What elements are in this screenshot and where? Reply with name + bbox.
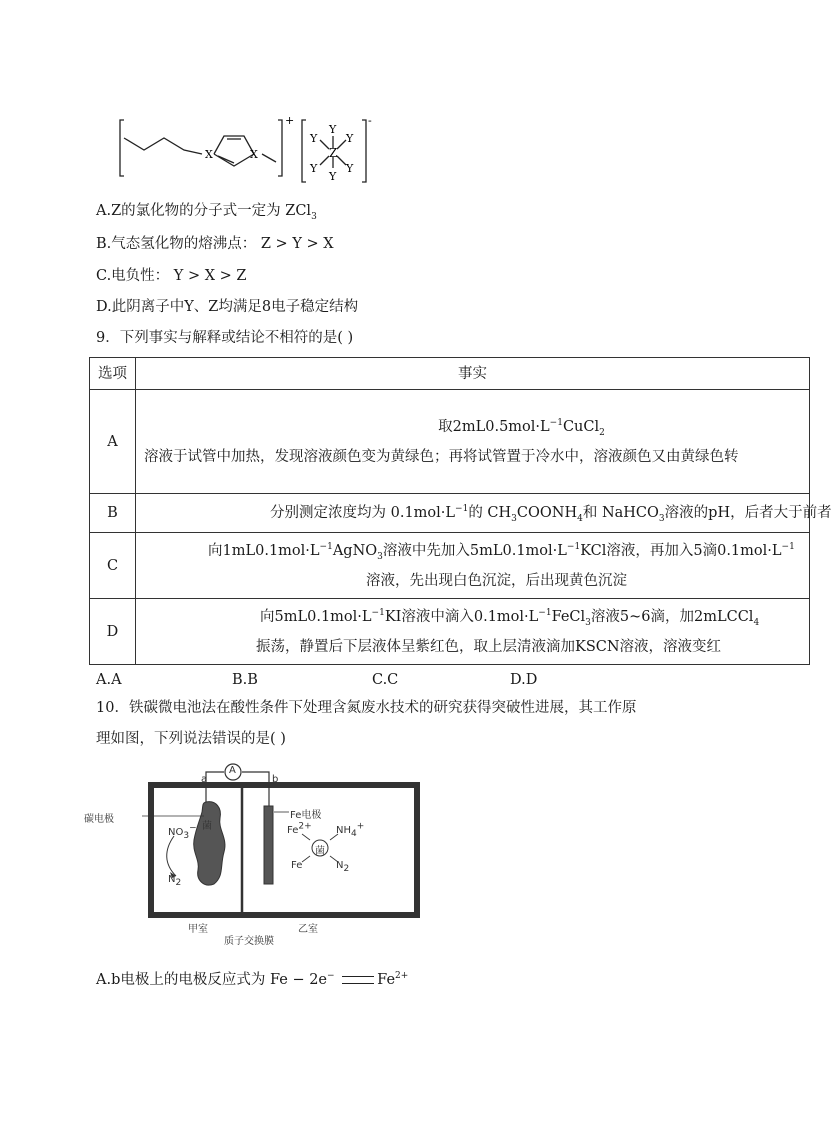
q9-stem: 9．下列事实与解释或结论不相符的是( ) [96, 330, 354, 346]
terminal-b-label: b [272, 774, 279, 785]
anion-z-center: Z [329, 146, 338, 160]
table-header-row [90, 358, 810, 390]
terminal-a-label: a [201, 774, 208, 785]
q8-option-b[interactable]: B.气态氢化物的熔沸点： Z > Y > X [96, 236, 334, 252]
q9-options [96, 670, 696, 690]
table-row [90, 390, 810, 494]
header-fact: 事实 [136, 358, 810, 390]
bacteria-right-label: 菌 [315, 846, 325, 857]
table-row [90, 494, 810, 533]
anion-y-lower-left: Y [310, 162, 318, 175]
q10-stem-line2: 理如图，下列说法错误的是( ) [96, 731, 286, 747]
ionic-structure-figure [110, 110, 380, 190]
ring-x-left: X [205, 148, 213, 161]
anion-y-top: Y [329, 123, 337, 136]
row-label-b: B [90, 494, 136, 533]
row-label-a: A [90, 390, 136, 494]
fe-electrode-label: Fe电极 [290, 810, 322, 821]
bacteria-left-label: 菌 [202, 821, 212, 832]
equals-arrow [342, 976, 374, 984]
n2-left-label: $N_2$ [168, 874, 182, 888]
anion-y-bottom: Y [329, 170, 337, 183]
table-row [90, 599, 810, 665]
header-option: 选项 [90, 358, 136, 390]
q9-option-d[interactable]: D.D [510, 672, 538, 688]
cation-charge: + [285, 114, 295, 127]
q10-stem-line1: 10．铁碳微电池法在酸性条件下处理含氮废水技术的研究获得突破性进展，其工作原 [96, 700, 637, 716]
reaction-equation: Fe − 2e− $Fe^{2+}$ [269, 971, 409, 988]
chamber-b-label: 乙室 [298, 924, 318, 935]
q8-option-c[interactable]: C.电负性： Y > X > Z [96, 268, 247, 284]
fe2-label: $Fe^{2+}$ [287, 821, 312, 836]
nh4-label: $NH_4^+$ [336, 821, 365, 839]
no3-label: $NO_3^-$ [168, 823, 197, 841]
row-fact-a: 取$2mL0.5mol\cdot L^{-1}CuCl_2$ 溶液于试管中加热，发现溶液颜色变为黄绿色；再将试管置于冷水中，溶液颜色又由黄绿色转 [136, 390, 810, 494]
row-fact-c: 向$1mL0.1mol\cdot L^{-1}AgNO_3$溶液中先加入$5mL0.1mol\cdot L^{-1}KCl$溶液，再加入5滴$0.1mol\cdot L^{-1}$ 溶液，先出现白色沉淀，后出现黄色沉淀 [136, 533, 810, 599]
q8-option-d[interactable]: D.此阴离子中Y、Z均满足8电子稳定结构 [96, 299, 359, 315]
ring-x-right: X [250, 148, 258, 161]
q10-option-a[interactable]: A.b电极上的电极反应式为 Fe − 2e− $Fe^{2+}$ [96, 971, 409, 988]
anion-y-upper-left: Y [310, 132, 318, 145]
row-label-d: D [90, 599, 136, 665]
chamber-a-label: 甲室 [188, 924, 208, 935]
n2-right-label: $N_2$ [336, 860, 350, 874]
row-label-c: C [90, 533, 136, 599]
q9-option-c[interactable]: C.C [372, 672, 399, 688]
carbon-electrode-label: 碳电极 [84, 814, 114, 825]
q9-option-a[interactable]: A.A [96, 672, 122, 688]
fe-c-microcell-figure [84, 760, 424, 950]
table-row [90, 533, 810, 599]
q9-facts-table [89, 357, 832, 665]
ammeter-label: A [229, 765, 236, 776]
anion-y-lower-right: Y [346, 162, 354, 175]
anion-y-upper-right: Y [346, 132, 354, 145]
fe-label: Fe [291, 860, 303, 871]
membrane-label: 质子交换膜 [224, 936, 274, 947]
q9-option-b[interactable]: B.B [232, 672, 258, 688]
row-fact-d: 向$5mL0.1mol\cdot L^{-1}KI$溶液中滴入$0.1mol\cdot L^{-1}FeCl_3$溶液5~6滴，加2mLCCl$_4$ 振荡，静置后下层液体呈紫红色，取上层清液滴加KSCN溶液，溶液变红 [136, 599, 810, 665]
row-fact-b: 分别测定浓度均为 $0.1mol\cdot L^{-1}$的 $CH_3COONH_4$和 NaHCO$_3$溶液的pH，后者大于前者 [136, 494, 810, 533]
anion-charge: - [368, 114, 372, 127]
q8-option-a[interactable]: A.Z的氯化物的分子式一定为 ZCl$_3$ [96, 203, 317, 222]
